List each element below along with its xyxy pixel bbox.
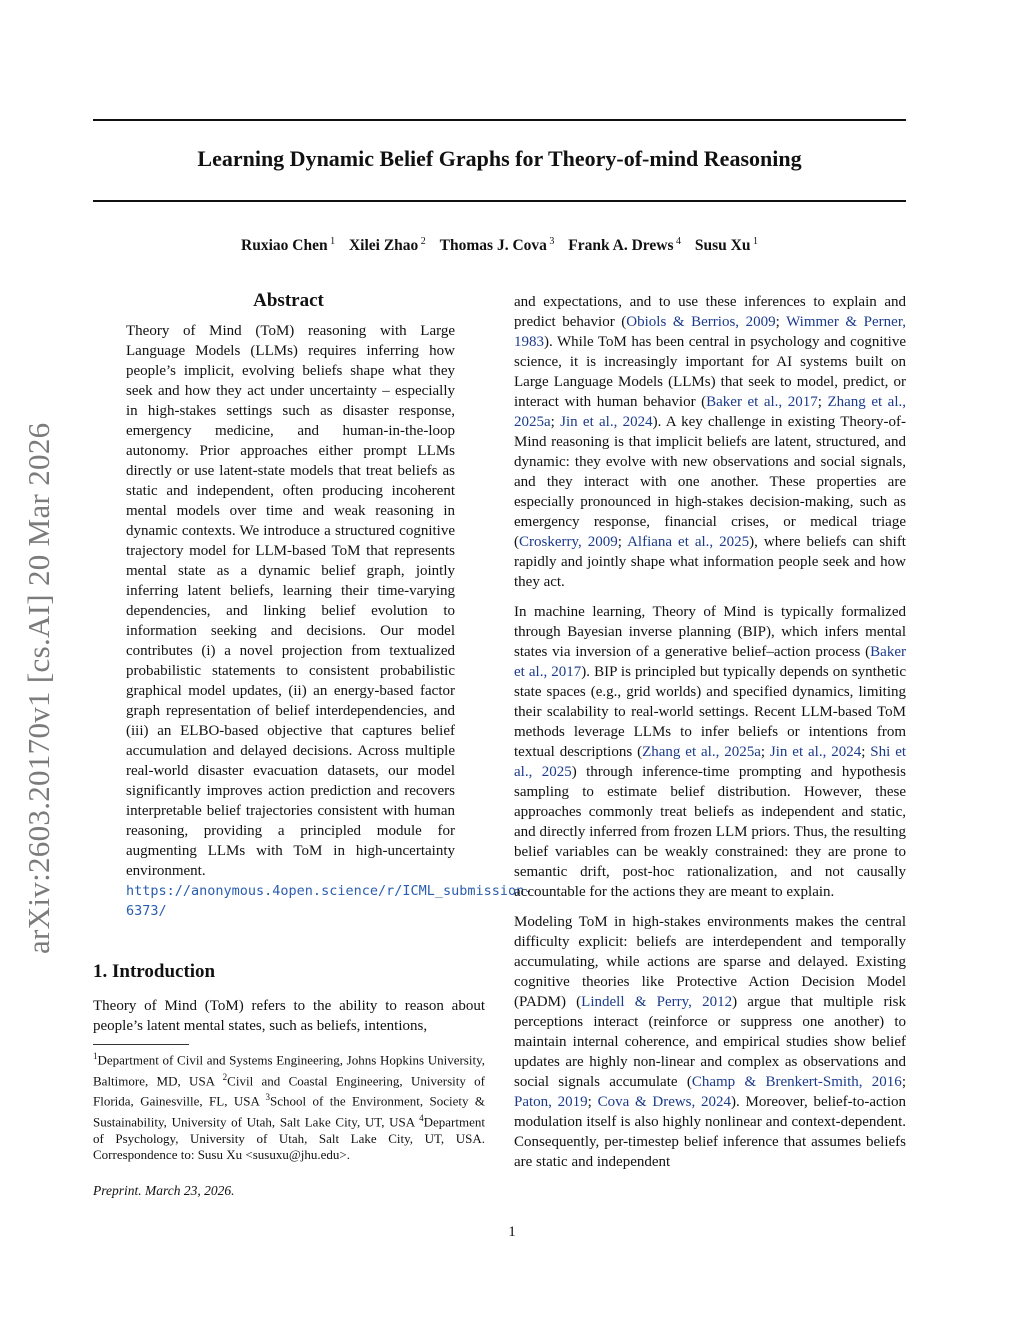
author-name-text: Xilei Zhao xyxy=(348,237,419,255)
body-text-run: ). Moreover, belief-to-action modulation itself is also highly nonlinear and context-dependent. Consequently, per-timestep belief inference that assumes beliefs are static and independent xyxy=(514,1094,906,1170)
body-text-run: Modeling ToM in high-stakes environments makes the central difficulty explicit: beliefs are interdependent and temporally accumulating, while actions are sparse and delayed. Existing cognitive theories like Protective Action Decision Model (PADM) ( xyxy=(514,914,906,1010)
citation-link[interactable]: Croskerry, 2009 xyxy=(519,534,618,550)
footnote-divider xyxy=(93,1044,189,1045)
body-text-run: ) through inference-time prompting and hypothesis sampling to estimate belief distribution. However, these approaches commonly treat beliefs as independent and static, and directly inferred from frozen LLM priors. Thus, the resulting belief variables can be weakly constrained: they are prone to semantic drift, post-hoc rationalization, and not causally accountable for the actions they are meant to explain. xyxy=(514,764,906,900)
page-number: 1 xyxy=(508,1224,516,1240)
code-url-link[interactable]: https://anonymous.4open.science/r/ICML_submission-6373/ xyxy=(126,883,533,919)
author-affiliation-mark: 4 xyxy=(673,236,681,247)
citation-link[interactable]: Jin et al., 2024 xyxy=(769,744,862,760)
author-affiliation-mark: 1 xyxy=(327,236,336,247)
body-text-run: ; xyxy=(617,534,628,550)
author-affiliation-mark: 1 xyxy=(750,236,758,247)
body-paragraph xyxy=(514,292,906,592)
intro-paragraph: Theory of Mind (ToM) refers to the ability to reason about people’s latent mental states, such as beliefs, intentions, xyxy=(93,998,485,1034)
preprint-note: Preprint. March 23, 2026. xyxy=(93,1183,235,1198)
abstract-text: Theory of Mind (ToM) reasoning with Large Language Models (LLMs) requires inferring how people’s implicit, evolving beliefs shape what they seek and how they act under uncertainty – especially in high-stakes settings such as disaster response, emergency medicine, and human-in-the-loop autonomy. Prior approaches either prompt LLMs directly or use latent-state models that treat beliefs as static and independent, often producing incoherent mental models over time and weak reasoning in dynamic contexts. We introduce a structured cognitive trajectory model for LLM-based ToM that represents mental state as a dynamic belief graph, jointly inferring latent beliefs, learning their time-varying dependencies, and linking belief evolution to information seeking and decisions. Our model contributes (i) a novel projection from textualized probabilistic statements to consistent probabilistic graphical model updates, (ii) an energy-based factor graph representation of belief interdependencies, and (iii) an ELBO-based objective that captures belief accumulation and delayed decisions. Across multiple real-world disaster evacuation datasets, our model significantly improves action prediction and recovers interpretable belief trajectories consistent with human reasoning, providing a principled module for augmenting LLMs with ToM in high-uncertainty environment. xyxy=(126,323,455,879)
citation-link[interactable]: Paton, 2019 xyxy=(514,1094,588,1110)
title-rule-bottom xyxy=(93,200,906,202)
author-name xyxy=(241,237,335,254)
citation-link[interactable]: Obiols & Berrios, 2009 xyxy=(626,314,776,330)
body-text-run: ). While ToM has been central in psychology and cognitive science, it is increasingly important for AI systems built on Large Language Models (LLMs) that seek to model, predict, or interact with human behavior ( xyxy=(514,334,906,410)
author-name-text: Thomas J. Cova xyxy=(439,237,547,255)
abstract-body xyxy=(126,321,533,921)
citation-link[interactable]: Shi et al., 2025 xyxy=(514,744,907,780)
citation-link[interactable]: Wimmer & Perner, 1983 xyxy=(514,314,906,350)
citation-link[interactable]: Champ & Brenkert-Smith, 2016 xyxy=(691,1074,902,1090)
footnote-mark: 2 xyxy=(222,1071,228,1082)
body-paragraph xyxy=(514,602,906,902)
citation-link[interactable]: Baker et al., 2017 xyxy=(514,644,906,680)
body-text-run: and expectations, and to use these inferences to explain and predict behavior ( xyxy=(514,294,906,330)
author-name xyxy=(568,237,681,254)
section-heading-introduction: 1. Introduction xyxy=(93,961,216,982)
body-text-run: ), where beliefs can shift rapidly and jointly shape what information people seek and how they act. xyxy=(514,534,906,590)
body-text-run: ; xyxy=(550,414,561,430)
author-name xyxy=(695,237,758,254)
right-column xyxy=(514,292,906,1182)
body-text-run: ; xyxy=(760,744,770,760)
arxiv-stamp[interactable]: arXiv:2603.20170v1 [cs.AI] 20 Mar 2026 xyxy=(21,422,56,954)
footnote-text: Civil and Coastal Engineering, University of Florida, Gainesville, FL, USA xyxy=(93,1072,485,1109)
body-text-run: ; xyxy=(817,394,828,410)
body-text-run: ) argue that multiple risk perceptions interact (reinforce or suppress one another) to maintain internal coherence, and empirical studies show belief updates are highly non-linear and complex as observations and social signals accumulate ( xyxy=(514,994,906,1090)
body-text-run: ; xyxy=(775,314,787,330)
citation-link[interactable]: Alfiana et al., 2025 xyxy=(627,534,750,550)
abstract-heading: Abstract xyxy=(253,290,324,311)
author-affiliation-mark: 3 xyxy=(546,236,555,247)
footnote-mark: 3 xyxy=(265,1092,271,1103)
author-name xyxy=(440,237,555,254)
author-name xyxy=(349,237,426,254)
citation-link[interactable]: Baker et al., 2017 xyxy=(706,394,818,410)
paper-title: Learning Dynamic Belief Graphs for Theory-of-mind Reasoning xyxy=(197,146,802,171)
body-text-run: ; xyxy=(587,1094,598,1110)
citation-link[interactable]: Cova & Drews, 2024 xyxy=(597,1094,732,1110)
body-text-run: ; xyxy=(901,1074,906,1090)
author-name-text: Ruxiao Chen xyxy=(241,237,328,255)
author-list xyxy=(93,236,906,255)
body-text-run: ; xyxy=(861,744,871,760)
body-text-run: ). A key challenge in existing Theory-of-Mind reasoning is that implicit beliefs are latent, structured, and dynamic: they evolve with new observations and social signals, and they interact with one another. These properties are especially pronounced in high-stakes decision-making, such as emergency response, financial crises, or medical triage ( xyxy=(514,414,907,550)
author-name-text: Susu Xu xyxy=(694,237,751,255)
body-paragraph xyxy=(514,912,906,1172)
author-name-text: Frank A. Drews xyxy=(568,237,674,255)
title-rule-top xyxy=(93,119,906,121)
citation-link[interactable]: Zhang et al., 2025a xyxy=(514,394,907,430)
citation-link[interactable]: Lindell & Perry, 2012 xyxy=(581,994,733,1010)
footnote-text: Department of Civil and Systems Engineering, Johns Hopkins University, Baltimore, MD, USA xyxy=(93,1052,485,1088)
author-affiliation-mark: 2 xyxy=(418,236,426,247)
footnote-text: School of the Environment, Society & Sustainability, University of Utah, Salt Lake City, UT, USA xyxy=(93,1093,485,1130)
footnote-mark: 4 xyxy=(419,1112,424,1123)
body-text-run: ). BIP is principled but typically depends on synthetic state spaces (e.g., grid worlds) and specified dynamics, limiting their scalability to real-world settings. Recent LLM-based ToM methods leverage LLMs to infer beliefs or intentions from textual descriptions ( xyxy=(514,664,907,760)
body-text-run: In machine learning, Theory of Mind is typically formalized through Bayesian inverse planning (BIP), which infers mental states via inversion of a generative belief–action process ( xyxy=(514,604,906,660)
citation-link[interactable]: Zhang et al., 2025a xyxy=(642,744,761,760)
footnote-text: Department of Psychology, University of Utah, Salt Lake City, UT, USA. Correspondence to: Susu Xu <susuxu@jhu.edu>. xyxy=(93,1114,485,1162)
affiliations-footnote xyxy=(93,1048,485,1163)
citation-link[interactable]: Jin et al., 2024 xyxy=(560,414,653,430)
footnote-mark: 1 xyxy=(93,1051,98,1061)
